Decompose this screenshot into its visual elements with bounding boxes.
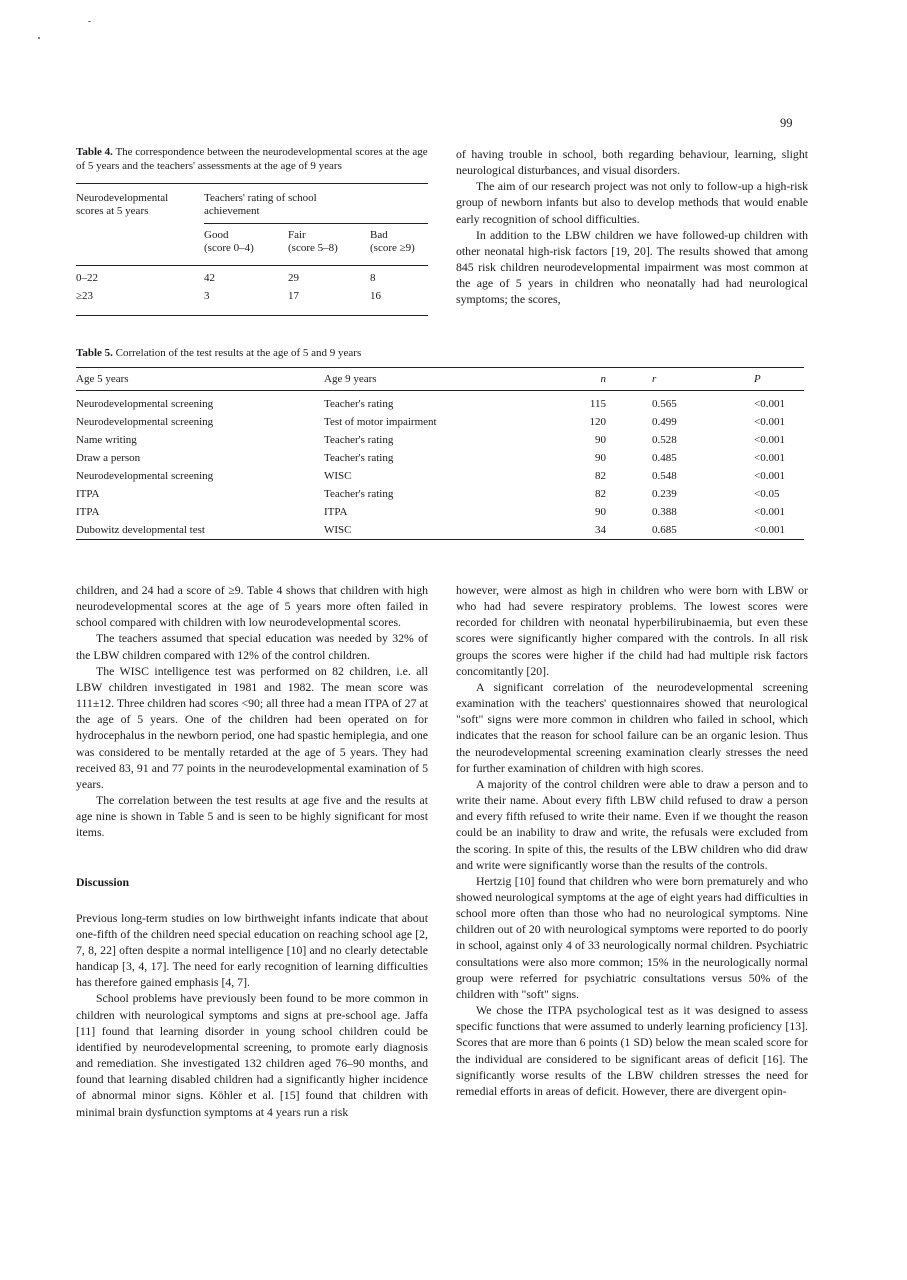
header-age9: Age 9 years	[324, 367, 542, 390]
table-row	[76, 390, 804, 413]
paragraph: Hertzig [10] found that children who were born prematurely and who showed neurological symptoms at the age of eight years had difficulties in school more often than those who had no neurological symptoms. Nine children out of 20 with neurological symptoms were reported to do poorly in school, against only 4 of 33 neurologically normal children. Psychiatric consultations were also more common; 15% in the neurologically normal group were referred for psychiatric consultations versus 50% of the children with "soft" signs.	[456, 873, 808, 1001]
paragraph: children, and 24 had a score of ≥9. Table 4 shows that children with high neurodevelopmental scores at the age of 5 years more often failed in school compared with children with low neurodevelopmental scores.	[76, 583, 428, 630]
table-4-caption	[76, 146, 428, 173]
table-4-group-rule	[204, 223, 428, 224]
cell-age9: Teacher's rating	[324, 451, 394, 464]
group-header-line: achievement	[204, 205, 260, 217]
cell-age5: Dubowitz developmental test	[76, 521, 324, 540]
col-name: Bad	[370, 229, 388, 241]
left-text-column	[76, 582, 428, 1120]
table-5-caption-label: Table 5.	[76, 347, 113, 359]
scan-speck	[88, 21, 91, 22]
table-5	[76, 347, 804, 540]
table-4-caption-text: The correspondence between the neurodevelopmental scores at the age of 5 years and the teachers' assessments at the age of 9 years	[76, 146, 428, 172]
table-4-col-fair	[288, 229, 338, 255]
cell-n: 82	[595, 469, 606, 482]
table-4-row-label: 0–22	[76, 272, 98, 284]
table-4-cell: 17	[288, 290, 299, 302]
cell-p: <0.05	[754, 487, 780, 500]
table-row	[76, 449, 804, 467]
col-range: (score 0–4)	[204, 242, 254, 254]
cell-age9: Test of motor impairment	[324, 415, 437, 428]
paragraph: A significant correlation of the neurodevelopmental screening examination with the teachers' questionnaires showed that neurological "soft" signs were more common in children who failed in school, which indicates that the reason for school failure can be an organic lesion. Thus the neurodevelopmental screening examination clearly stresses the need for further examination of children with high scores.	[456, 679, 808, 775]
table-5-grid	[76, 367, 804, 540]
table-4-group-header	[204, 192, 317, 218]
cell-age9: Teacher's rating	[324, 433, 394, 446]
cell-age9: ITPA	[324, 505, 348, 518]
table-4-col-good	[204, 229, 254, 255]
paragraph: The aim of our research project was not only to follow-up a high-risk group of newborn infants but also to develop methods that would enable early recognition of school difficulties.	[456, 179, 808, 226]
paragraph: In addition to the LBW children we have followed-up children with other neonatal high-risk factors [19, 20]. The results showed that among 845 risk children neurodevelopmental impairment was most common at the age of 5 years in children who neonatally had had neurological symptoms; the scores,	[456, 227, 808, 307]
cell-age5: Neurodevelopmental screening	[76, 397, 214, 410]
cell-age9: WISC	[324, 521, 542, 540]
table-4-cell: 8	[370, 272, 376, 284]
table-4-cell: 29	[288, 272, 299, 284]
paragraph: The correlation between the test results at age five and the results at age nine is shown in Table 5 and is seen to be highly significant for most items.	[76, 793, 428, 840]
cell-n: 115	[589, 397, 606, 410]
cell-p: <0.001	[754, 469, 785, 482]
cell-age9: Teacher's rating	[324, 397, 394, 410]
paragraph: We chose the ITPA psychological test as it was designed to assess specific functions that were assumed to underly learning proficiency [13]. Scores that are more than 6 points (1 SD) below the mean scaled score for the individual are considered to be significant areas of deficit [16]. The significantly worse results of the LBW children stresses the need for remedial efforts in areas of deficit. However, there are divergent opin-	[456, 1003, 808, 1098]
cell-r: 0.565	[652, 397, 677, 410]
col-range: (score 5–8)	[288, 242, 338, 254]
cell-n: 90	[595, 505, 606, 518]
cell-age5: ITPA	[76, 487, 100, 500]
cell-r: 0.239	[652, 487, 677, 500]
cell-p: <0.001	[754, 397, 785, 410]
cell-n: 120	[589, 415, 606, 428]
table-4-col-bad	[370, 229, 415, 255]
col-name: Good	[204, 229, 229, 241]
paragraph: A majority of the control children were able to draw a person and to write their name. About every fifth LBW child refused to draw a person and every fifth refused to write their name. Even if we thought the reason could be an inability to draw and write, the refusals were excluded from the scoring. In spite of this, the results of the LBW children who did draw and write were significantly worse than the results of the controls.	[456, 776, 808, 872]
col-range: (score ≥9)	[370, 242, 415, 254]
cell-n: 34	[542, 521, 624, 540]
table-4	[76, 146, 428, 316]
cell-age5: Neurodevelopmental screening	[76, 469, 214, 482]
col-name: Fair	[288, 229, 306, 241]
table-4-grid	[76, 183, 428, 316]
cell-r: 0.388	[652, 505, 677, 518]
cell-n: 90	[595, 451, 606, 464]
cell-age5: ITPA	[76, 505, 100, 518]
table-row	[76, 431, 804, 449]
paragraph: The teachers assumed that special education was needed by 32% of the LBW children compared with 12% of the control children.	[76, 631, 428, 662]
cell-p: <0.001	[754, 505, 785, 518]
table-5-header-row	[76, 367, 804, 390]
table-4-cell: 16	[370, 290, 381, 302]
header-p: P	[754, 367, 804, 390]
cell-n: 82	[595, 487, 606, 500]
cell-age9: Teacher's rating	[324, 487, 394, 500]
paragraph: The WISC intelligence test was performed on 82 children, i.e. all LBW children investigated in 1981 and 1982. The mean score was 111±12. Three children had scores <90; all three had a mean ITPA of 27 at the age of 5 years. One of the children had been operated on for hydrocephalus in the newborn period, one had spastic hemiplegia, and one was considered to be mentally retarded at the age of 5 years. They had received 83, 91 and 77 points in the neurodevelopmental examination of 5 years.	[76, 663, 428, 791]
paragraph: however, were almost as high in children who were born with LBW or who had had severe respiratory problems. The lowest scores were recorded for children with neonatal hyperbilirubinaemia, but even these scores were significantly higher compared with the controls. In all risk groups the scores were higher if the child had had multiple risk factors concomitantly [20].	[456, 583, 808, 678]
top-right-text	[456, 146, 808, 308]
table-4-row-label: ≥23	[76, 290, 94, 302]
paragraph: Previous long-term studies on low birthweight infants indicate that about one-fifth of the children need special education on reaching school age [2, 7, 8, 22] often despite a normal intelligence [10] and no clearly detectable handicap [3, 4, 17]. The need for early recognition of learning difficulties has therefore gained emphasis [4, 7].	[76, 910, 428, 990]
table-4-bottom-rule	[76, 315, 428, 316]
group-header-line: Teachers' rating of school	[204, 192, 317, 204]
table-row	[76, 521, 804, 540]
right-text-column	[456, 582, 808, 1099]
table-5-caption	[76, 347, 804, 361]
paragraph: School problems have previously been found to be more common in children with neurological symptoms and signs at pre-school age. Jaffa [11] found that learning disorder in young school children could be identified by neurodevelopmental screening, to promote early diagnosis and remediation. She investigated 132 children aged 76–90 months, and found that learning disabled children had a significantly higher incidence of abnormal minor signs. Köhler et al. [15] found that children with minimal brain dysfunction symptoms at 4 years run a risk	[76, 991, 428, 1119]
table-4-row-header	[76, 192, 168, 218]
cell-r: 0.685	[624, 521, 754, 540]
header-n: n	[542, 367, 624, 390]
cell-age5: Neurodevelopmental screening	[76, 415, 214, 428]
cell-age5: Name writing	[76, 433, 137, 446]
cell-age9: WISC	[324, 469, 352, 482]
table-row	[76, 413, 804, 431]
scan-speck	[38, 37, 40, 39]
discussion-heading: Discussion	[76, 874, 130, 889]
table-4-header-rule	[76, 265, 428, 266]
table-row	[76, 467, 804, 485]
header-r: r	[624, 367, 754, 390]
cell-p: <0.001	[754, 521, 804, 540]
cell-p: <0.001	[754, 433, 785, 446]
paragraph: of having trouble in school, both regarding behaviour, learning, slight neurological disturbances, and visual disorders.	[456, 147, 808, 178]
row-header-line: Neurodevelopmental	[76, 192, 169, 204]
table-4-cell: 3	[204, 290, 210, 302]
page-number: 99	[780, 116, 793, 130]
cell-p: <0.001	[754, 415, 785, 428]
table-row	[76, 503, 804, 521]
row-header-line: scores at 5 years	[76, 205, 149, 217]
cell-r: 0.548	[652, 469, 677, 482]
header-age5: Age 5 years	[76, 367, 324, 390]
cell-n: 90	[595, 433, 606, 446]
cell-r: 0.485	[652, 451, 677, 464]
table-4-caption-label: Table 4.	[76, 146, 113, 158]
table-row	[76, 485, 804, 503]
cell-age5: Draw a person	[76, 451, 141, 464]
cell-r: 0.528	[652, 433, 677, 446]
cell-r: 0.499	[652, 415, 677, 428]
table-4-cell: 42	[204, 272, 215, 284]
table-5-caption-text: Correlation of the test results at the age of 5 and 9 years	[115, 347, 362, 359]
cell-p: <0.001	[754, 451, 785, 464]
